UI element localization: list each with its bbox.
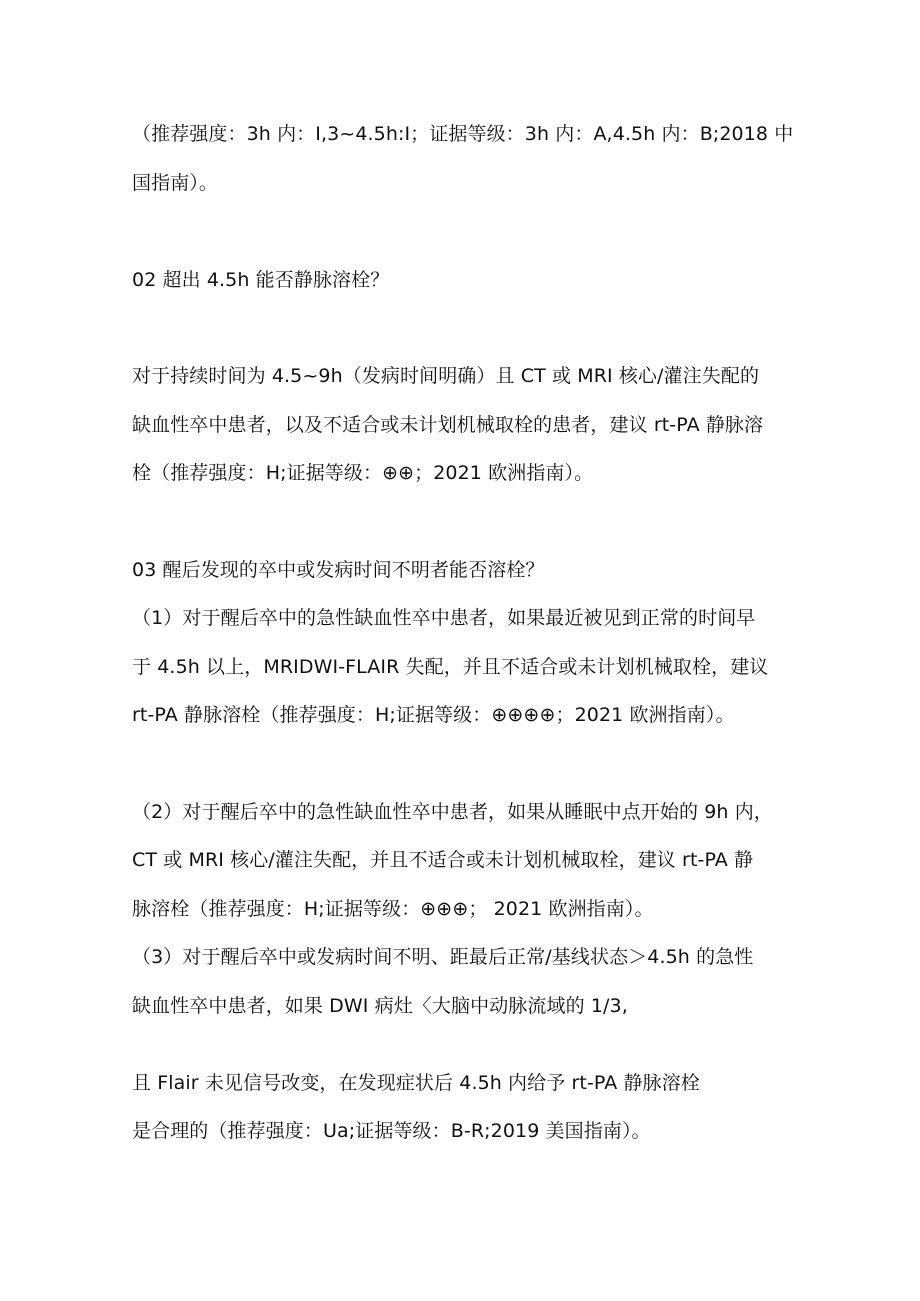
paragraph-line: 脉溶栓（推荐强度：H;证据等级：⊕⊕⊕； 2021 欧洲指南）。 [132, 898, 654, 920]
paragraph-line: 于 4.5h 以上，MRIDWI-FLAIR 失配，并且不适合或未计划机械取栓，建议 [132, 656, 769, 678]
paragraph-line: 缺血性卒中患者，如果 DWI 病灶〈大脑中动脉流域的 1/3, [132, 995, 628, 1017]
paragraph-line: rt-PA 静脉溶栓（推荐强度：H;证据等级：⊕⊕⊕⊕；2021 欧洲指南）。 [132, 704, 735, 726]
paragraph-line: （2）对于醒后卒中的急性缺血性卒中患者，如果从睡眠中点开始的 9h 内， [132, 801, 773, 823]
paragraph-line: CT 或 MRI 核心/灌注失配，并且不适合或未计划机械取栓，建议 rt-PA 静 [132, 849, 754, 871]
paragraph-line: 国指南）。 [132, 172, 219, 194]
section-heading: 03 醒后发现的卒中或发病时间不明者能否溶栓？ [132, 559, 545, 581]
paragraph-line: （1）对于醒后卒中的急性缺血性卒中患者，如果最近被见到正常的时间早 [132, 607, 756, 629]
paragraph-line: 对于持续时间为 4.5~9h（发病时间明确）且 CT 或 MRI 核心/灌注失配的 [132, 365, 760, 387]
paragraph-line: 且 Flair 未见信号改变，在发现症状后 4.5h 内给予 rt-PA 静脉溶栓 [132, 1072, 700, 1094]
paragraph-line: （推荐强度：3h 内：I,3~4.5h:I；证据等级：3h 内：A,4.5h 内：B;2018 中 [132, 123, 794, 145]
section-heading: 02 超出 4.5h 能否静脉溶栓？ [132, 269, 390, 291]
paragraph-line: （3）对于醒后卒中或发病时间不明、距最后正常/基线状态＞4.5h 的急性 [132, 946, 754, 968]
paragraph-line: 是合理的（推荐强度：Ua;证据等级：B-R;2019 美国指南）。 [132, 1120, 651, 1142]
paragraph-line: 缺血性卒中患者，以及不适合或未计划机械取栓的患者，建议 rt-PA 静脉溶 [132, 414, 764, 436]
paragraph-line: 栓（推荐强度：H;证据等级：⊕⊕；2021 欧洲指南）。 [132, 462, 594, 484]
